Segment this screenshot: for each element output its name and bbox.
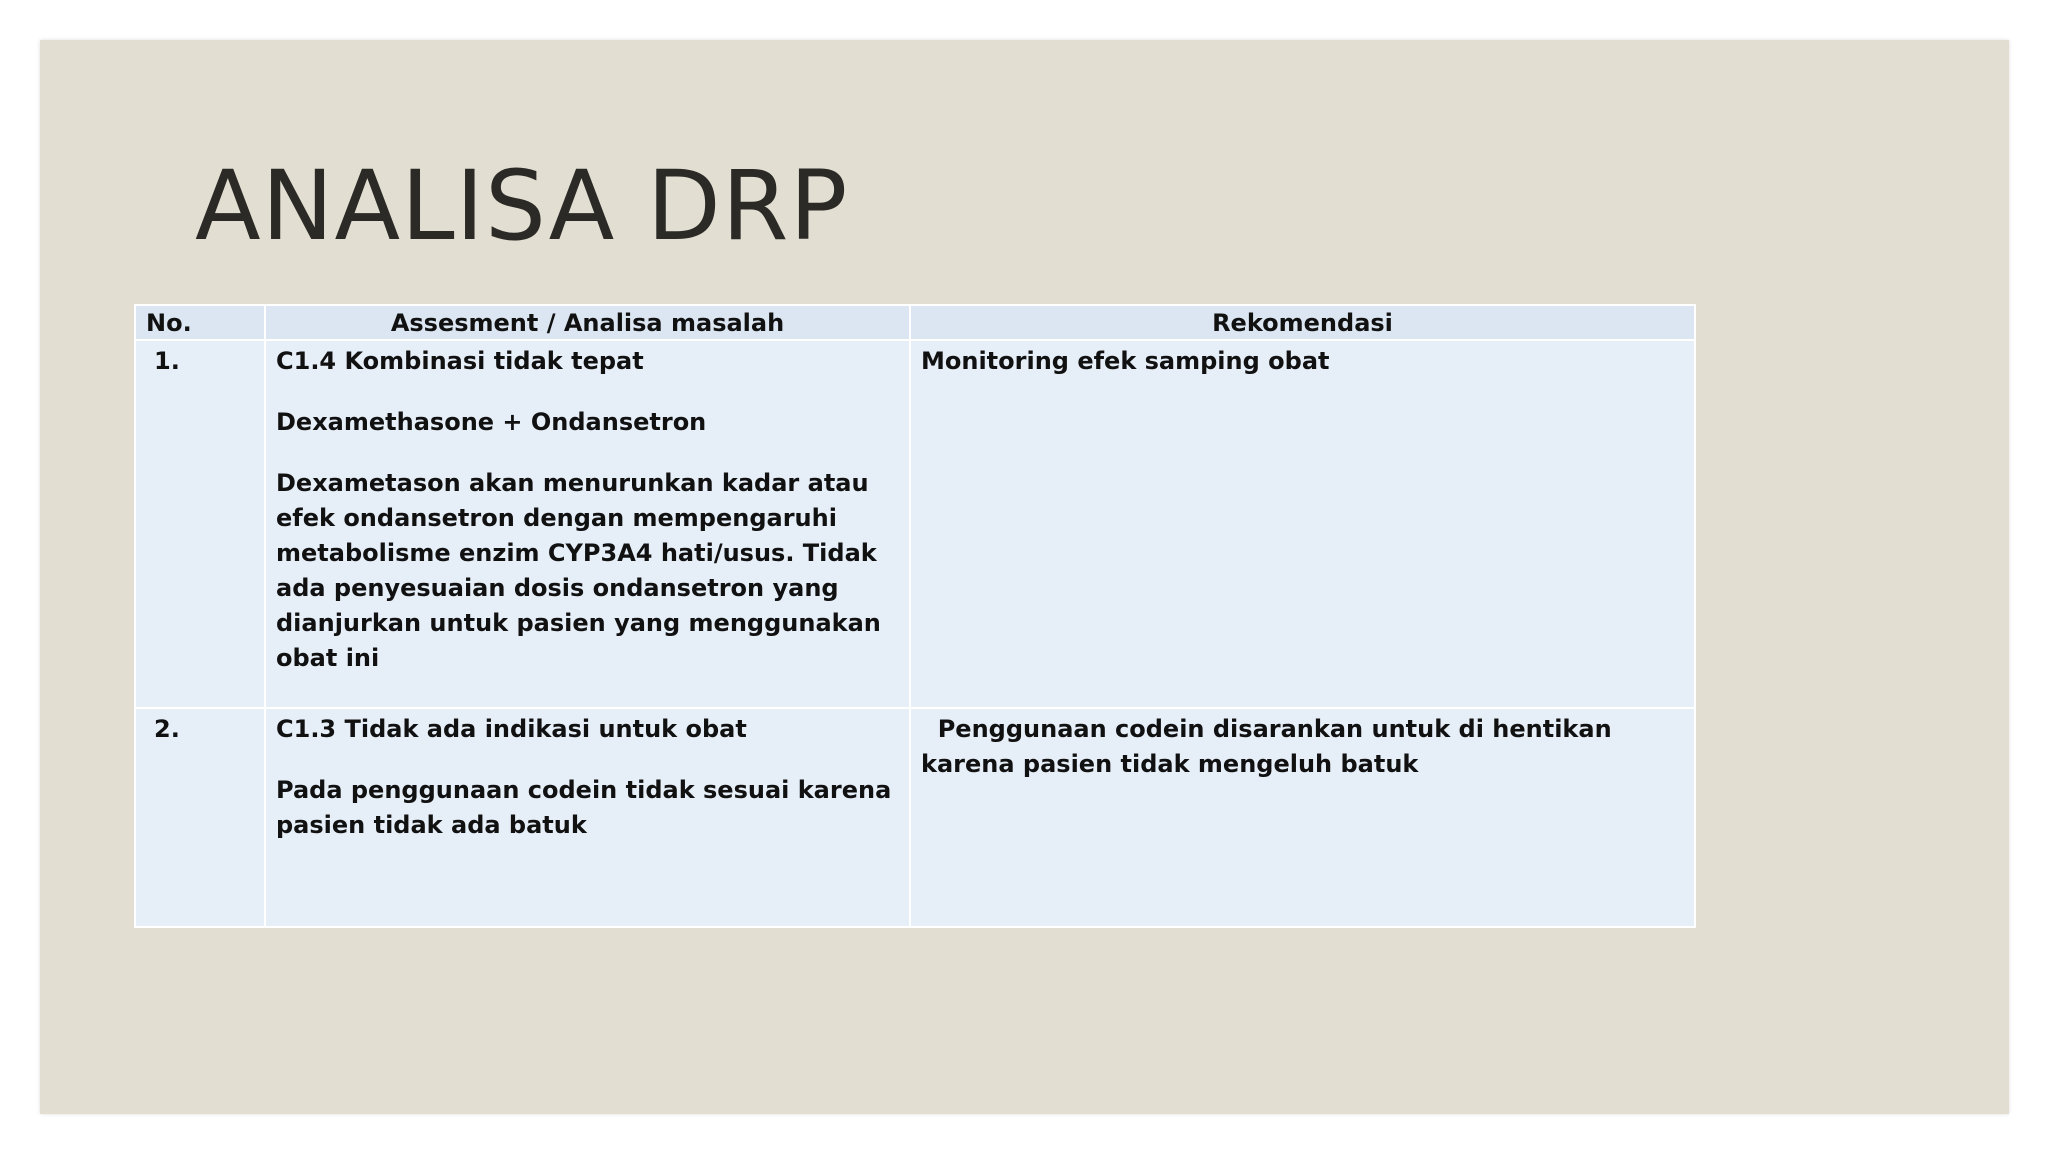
recommendation-cell [910,708,1695,927]
slide [40,40,2009,1114]
table-header-row [135,305,1695,340]
header-no: No. [135,305,265,340]
problem-description: Dexametason akan menurunkan kadar atau efek ondansetron dengan mempengaruhi metabolisme enzim CYP3A4 hati/usus. Tidak ada penyesuaian dosis ondansetron yang dianjurkan untuk pasien yang menggunakan obat ini [276,469,890,672]
slide-title: ANALISA DRP [195,150,849,262]
problem-description: Pada penggunaan codein tidak sesuai karena pasien tidak ada batuk [276,776,900,839]
assessment-cell [265,340,910,708]
header-recommendation: Rekomendasi [910,305,1695,340]
recommendation-text: Monitoring efek samping obat [921,347,1330,375]
drp-category: C1.3 Tidak ada indikasi untuk obat [276,715,747,743]
drp-category: C1.4 Kombinasi tidak tepat [276,347,644,375]
recommendation-cell [910,340,1695,708]
drp-analysis-table [134,304,1696,928]
drug-combination: Dexamethasone + Ondansetron [276,408,707,436]
header-assessment: Assesment / Analisa masalah [265,305,910,340]
row-number: 1. [135,340,265,708]
table-row [135,708,1695,927]
assessment-cell [265,708,910,927]
table-row [135,340,1695,708]
recommendation-text: Penggunaan codein disarankan untuk di hentikan karena pasien tidak mengeluh batuk [921,715,1621,778]
row-number: 2. [135,708,265,927]
